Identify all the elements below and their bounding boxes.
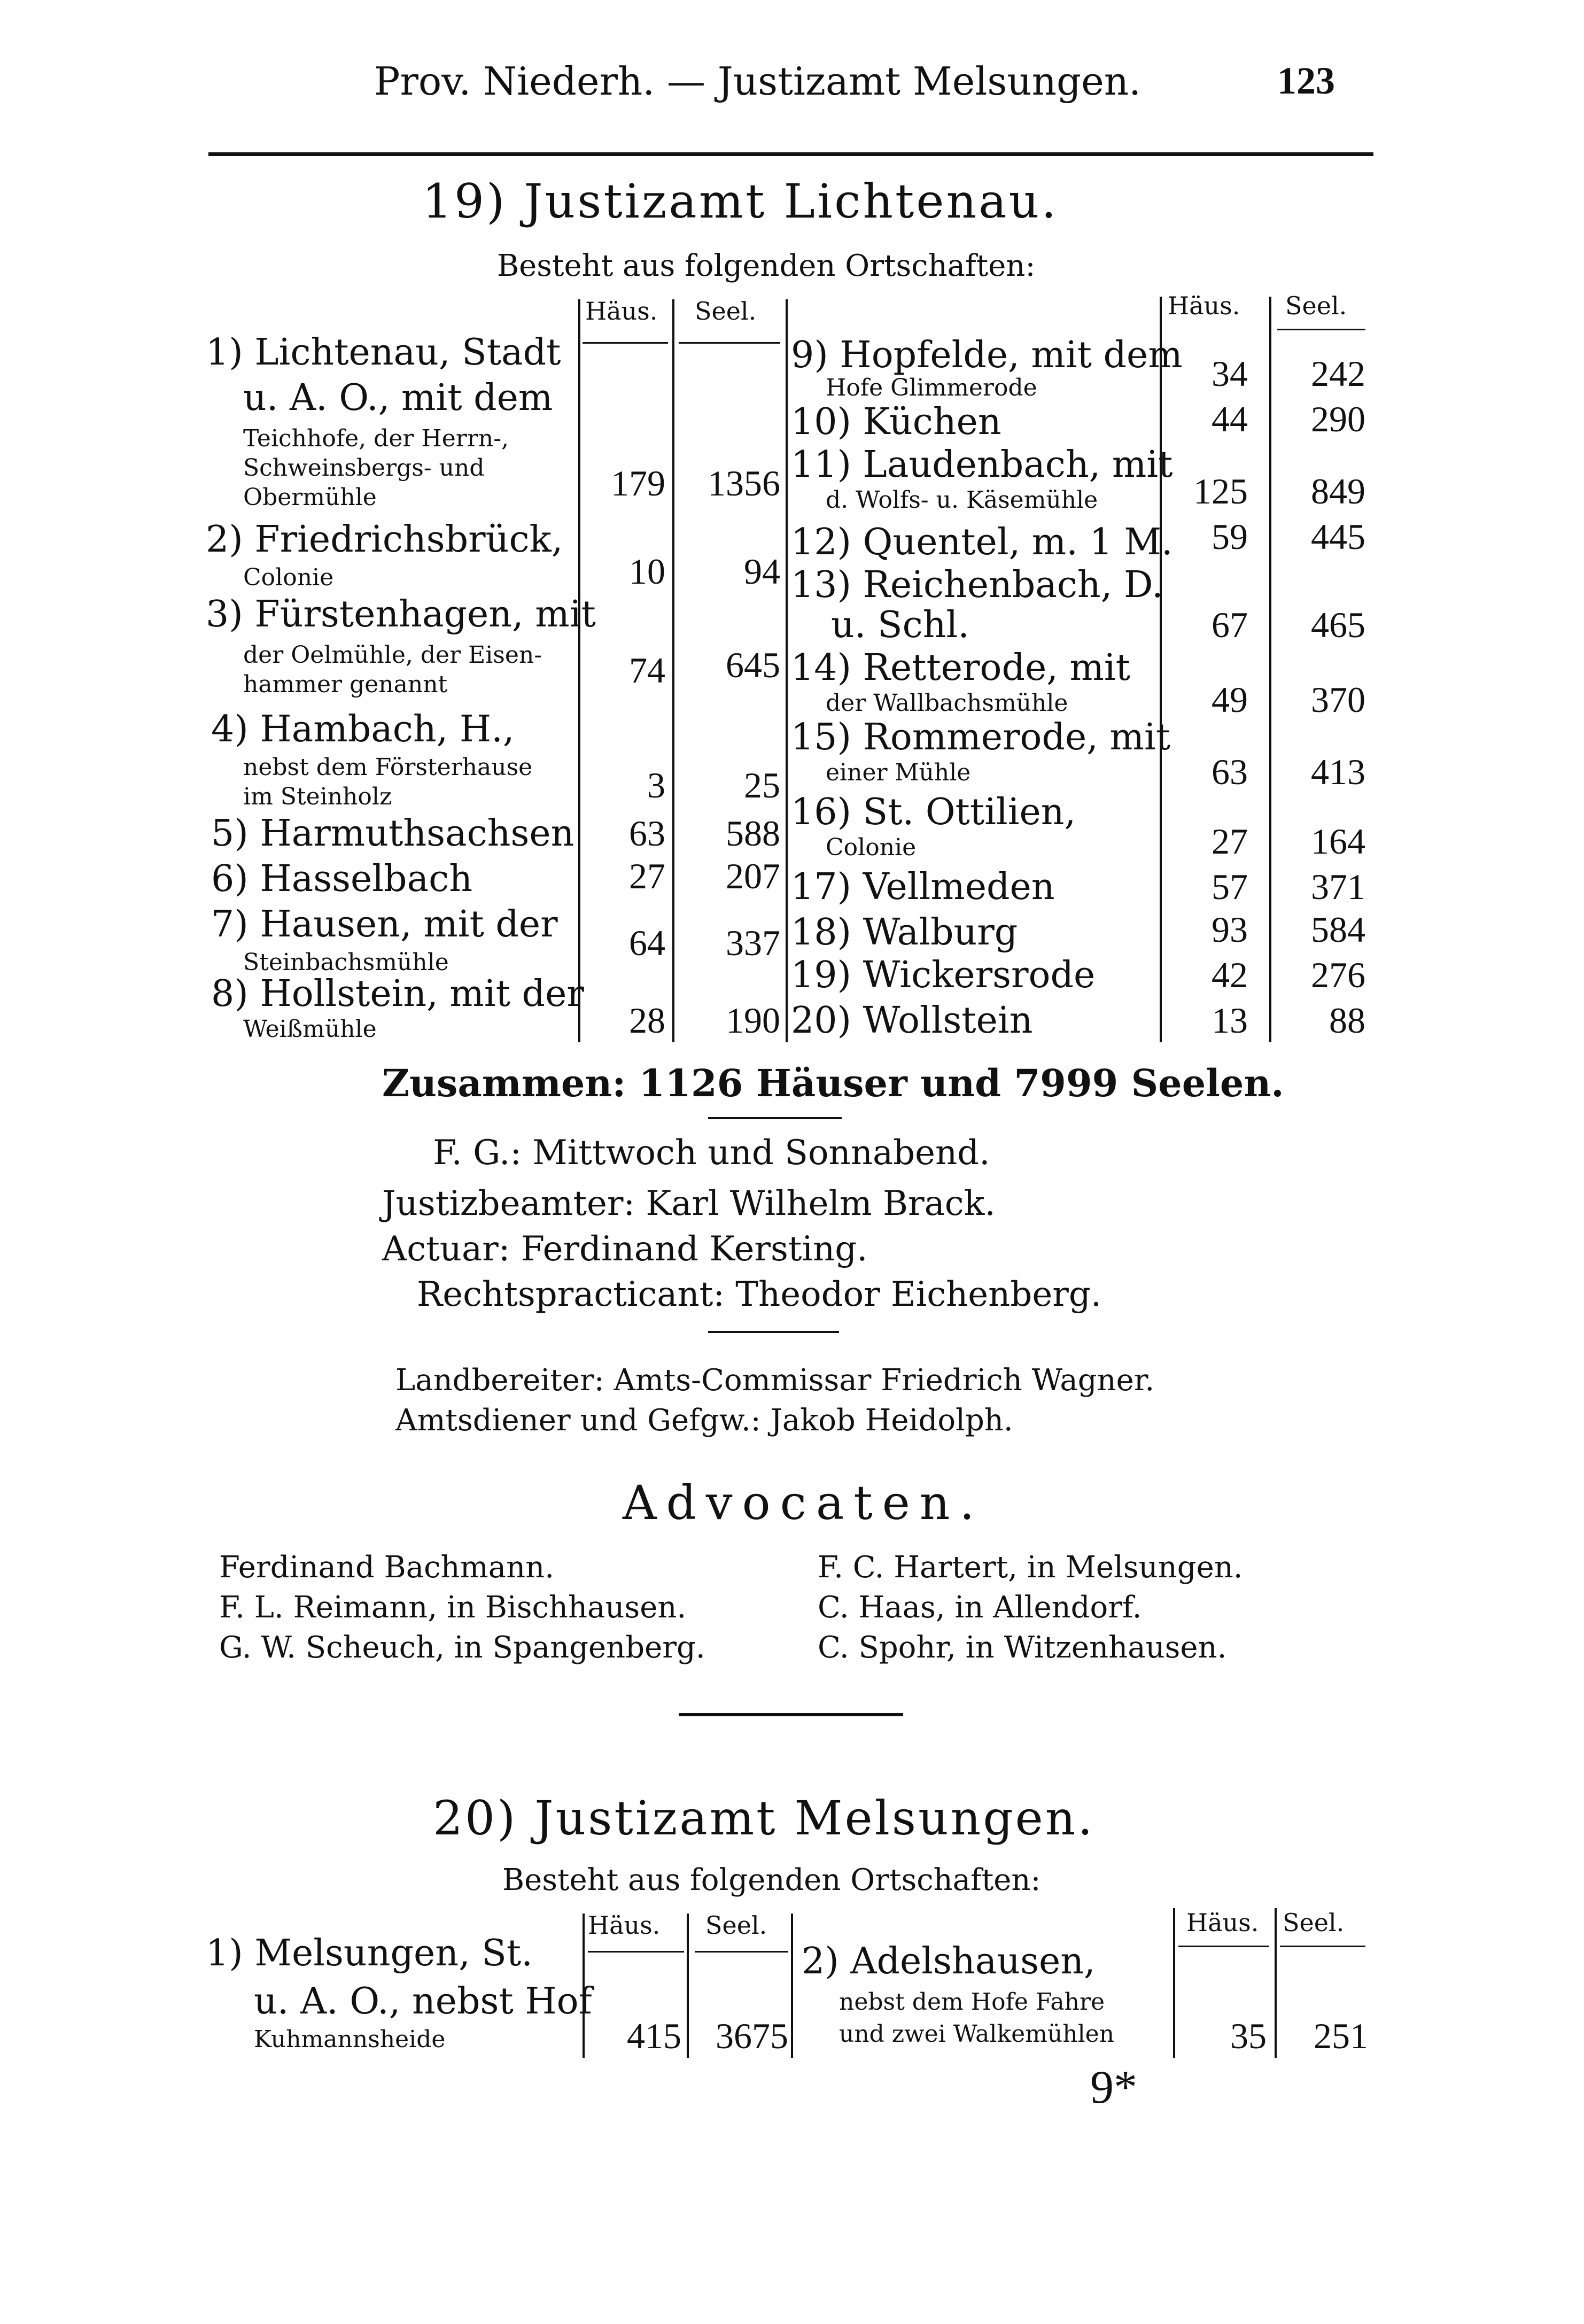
- place-name: u. Schl.: [831, 604, 969, 646]
- place-note: im Steinholz: [243, 783, 392, 810]
- souls-value: 1356: [708, 463, 780, 503]
- advocates-title: Advocaten.: [623, 1475, 984, 1530]
- place-name: u. A. O., nebst Hof: [254, 1980, 592, 2023]
- place-name: 2) Adelshausen,: [802, 1940, 1096, 1982]
- place-name: 4) Hambach, H.,: [211, 708, 515, 750]
- place-note: Teichhofe, der Herrn-,: [243, 425, 509, 452]
- place-note: Weißmühle: [243, 1016, 377, 1043]
- houses-value: 35: [1230, 2016, 1267, 2056]
- souls-value: 190: [726, 1000, 780, 1041]
- place-name: 10) Küchen: [791, 401, 1001, 443]
- souls-value: 588: [726, 813, 780, 854]
- table-rule: [1277, 329, 1365, 330]
- houses-value: 63: [1212, 752, 1248, 792]
- souls-value: 290: [1311, 399, 1365, 439]
- place-note: Colonie: [826, 834, 917, 861]
- header-rule: [208, 152, 1373, 156]
- section-19-total: Zusammen: 1126 Häuser und 7999 Seelen.: [382, 1061, 1284, 1105]
- houses-value: 49: [1212, 679, 1248, 720]
- place-name: 13) Reichenbach, D.: [791, 564, 1163, 606]
- table-rule: [672, 299, 674, 1042]
- place-name: 15) Rommerode, mit: [791, 716, 1171, 758]
- place-name: 2) Friedrichsbrück,: [206, 518, 563, 561]
- advocate: C. Haas, in Allendorf.: [818, 1590, 1142, 1625]
- houses-value: 74: [629, 650, 665, 691]
- souls-value: 584: [1311, 909, 1365, 950]
- souls-value: 371: [1311, 866, 1365, 907]
- houses-value: 64: [629, 923, 665, 963]
- table-rule: [583, 342, 668, 344]
- place-note: Schweinsbergs- und: [243, 454, 485, 482]
- table-rule: [588, 1951, 684, 1953]
- houses-value: 27: [1212, 821, 1248, 862]
- souls-value: 413: [1311, 752, 1365, 792]
- place-name: 14) Retterode, mit: [791, 647, 1131, 689]
- souls-value: 445: [1311, 516, 1365, 557]
- divider: [708, 1331, 839, 1333]
- souls-value: 88: [1329, 1000, 1365, 1041]
- houses-value: 13: [1212, 1000, 1248, 1041]
- place-name: 9) Hopfelde, mit dem: [791, 334, 1183, 376]
- section-19-subtitle: Besteht aus folgenden Ortschaften:: [497, 249, 1036, 283]
- advocate: F. C. Hartert, in Melsungen.: [818, 1550, 1243, 1585]
- souls-value: 276: [1311, 955, 1365, 995]
- place-name: u. A. O., mit dem: [243, 377, 553, 419]
- houses-value: 57: [1212, 866, 1248, 907]
- place-name: 17) Vellmeden: [791, 866, 1055, 908]
- advocate: F. L. Reimann, in Bischhausen.: [219, 1590, 687, 1625]
- section-divider: [679, 1713, 903, 1716]
- houses-value: 27: [629, 856, 665, 896]
- section-20-subtitle: Besteht aus folgenden Ortschaften:: [502, 1863, 1041, 1897]
- souls-value: 164: [1311, 821, 1365, 862]
- table-rule: [1160, 297, 1162, 1042]
- place-name: 20) Wollstein: [791, 1000, 1033, 1042]
- col-head-houses-left: Häus.: [585, 297, 658, 326]
- col-head-souls-left: Seel.: [705, 1911, 767, 1940]
- staff-line: Amtsdiener und Gefgw.: Jakob Heidolph.: [395, 1403, 1013, 1438]
- page-number: 123: [1277, 59, 1335, 102]
- souls-value: 207: [726, 856, 780, 896]
- houses-value: 67: [1212, 605, 1248, 645]
- table-rule: [1178, 1946, 1269, 1947]
- houses-value: 93: [1212, 909, 1248, 950]
- place-name: 6) Hasselbach: [211, 858, 472, 900]
- col-head-houses-left: Häus.: [588, 1911, 661, 1940]
- table-rule: [1280, 1946, 1365, 1947]
- place-note: der Wallbachsmühle: [826, 690, 1068, 717]
- table-rule: [695, 1951, 788, 1953]
- souls-value: 94: [744, 551, 780, 592]
- souls-value: 645: [726, 645, 780, 685]
- houses-value: 42: [1212, 955, 1248, 995]
- souls-value: 3675: [716, 2016, 788, 2056]
- place-note: Obermühle: [243, 484, 377, 511]
- souls-value: 849: [1311, 471, 1365, 512]
- staff-line: Landbereiter: Amts-Commissar Friedrich Wagner.: [395, 1363, 1155, 1398]
- place-note: nebst dem Hofe Fahre: [839, 1988, 1105, 2016]
- signature-mark: 9*: [1090, 2062, 1137, 2113]
- place-name: 5) Harmuthsachsen: [211, 812, 574, 855]
- divider: [708, 1117, 842, 1119]
- houses-value: 34: [1212, 353, 1248, 394]
- place-note: Steinbachsmühle: [243, 949, 449, 976]
- place-note: und zwei Walkemühlen: [839, 2020, 1115, 2048]
- place-name: 16) St. Ottilien,: [791, 791, 1076, 833]
- houses-value: 59: [1212, 516, 1248, 557]
- houses-value: 415: [627, 2016, 681, 2056]
- houses-value: 28: [629, 1000, 665, 1041]
- advocate: C. Spohr, in Witzenhausen.: [818, 1630, 1227, 1665]
- houses-value: 44: [1212, 399, 1248, 439]
- houses-value: 63: [629, 813, 665, 854]
- table-rule: [687, 1914, 689, 2058]
- table-rule: [1275, 1908, 1277, 2058]
- place-name: 1) Melsungen, St.: [206, 1932, 533, 1974]
- col-head-souls-right: Seel.: [1283, 1908, 1345, 1937]
- table-rule: [1269, 297, 1271, 1042]
- place-name: 11) Laudenbach, mit: [791, 444, 1173, 486]
- col-head-souls-right: Seel.: [1285, 291, 1347, 320]
- place-name: 7) Hausen, mit der: [211, 903, 558, 946]
- section-20-title: 20) Justizamt Melsungen.: [433, 1791, 1095, 1846]
- houses-value: 125: [1193, 471, 1248, 512]
- place-note: Hofe Glimmerode: [826, 374, 1037, 401]
- place-name: 1) Lichtenau, Stadt: [206, 331, 561, 374]
- col-head-houses-right: Häus.: [1168, 291, 1240, 320]
- souls-value: 25: [744, 765, 780, 805]
- place-note: der Oelmühle, der Eisen-: [243, 641, 542, 669]
- place-name: 3) Fürstenhagen, mit: [206, 593, 596, 636]
- houses-value: 3: [647, 765, 665, 805]
- place-name: 8) Hollstein, mit der: [211, 973, 584, 1015]
- col-head-houses-right: Häus.: [1186, 1908, 1259, 1937]
- advocate: G. W. Scheuch, in Spangenberg.: [219, 1630, 705, 1665]
- place-name: 12) Quentel, m. 1 M.: [791, 521, 1173, 563]
- souls-value: 337: [726, 923, 780, 963]
- place-name: 19) Wickersrode: [791, 954, 1096, 996]
- col-head-souls-left: Seel.: [695, 297, 757, 326]
- place-note: Kuhmannsheide: [254, 2026, 446, 2053]
- place-note: d. Wolfs- u. Käsemühle: [826, 486, 1098, 514]
- place-name: 18) Walburg: [791, 911, 1018, 954]
- place-note: nebst dem Försterhause: [243, 754, 533, 781]
- table-rule: [791, 1914, 793, 2058]
- houses-value: 10: [629, 551, 665, 592]
- souls-value: 465: [1311, 605, 1365, 645]
- table-rule: [786, 299, 788, 1042]
- running-title: Prov. Niederh. — Justizamt Melsungen.: [374, 59, 1142, 104]
- section-19-title: 19) Justizamt Lichtenau.: [422, 174, 1059, 229]
- official-line: Justizbeamter: Karl Wilhelm Brack.: [382, 1184, 996, 1223]
- place-note: einer Mühle: [826, 759, 971, 786]
- houses-value: 179: [611, 463, 665, 503]
- court-days: F. G.: Mittwoch und Sonnabend.: [433, 1133, 990, 1173]
- official-line: Rechtspracticant: Theodor Eichenberg.: [417, 1275, 1102, 1314]
- official-line: Actuar: Ferdinand Kersting.: [382, 1229, 868, 1269]
- place-note: hammer genannt: [243, 671, 448, 698]
- table-rule: [1173, 1908, 1175, 2058]
- souls-value: 370: [1311, 679, 1365, 720]
- souls-value: 251: [1314, 2016, 1368, 2056]
- advocate: Ferdinand Bachmann.: [219, 1550, 555, 1585]
- table-rule: [578, 299, 580, 1042]
- table-rule: [679, 342, 780, 344]
- place-note: Colonie: [243, 564, 334, 591]
- souls-value: 242: [1311, 353, 1365, 394]
